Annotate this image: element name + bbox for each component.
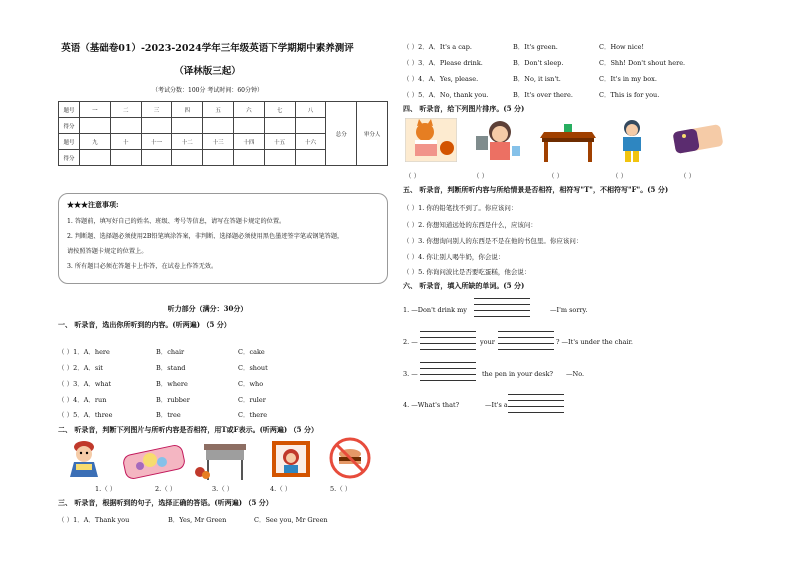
option-b: B．Yes, Mr Green <box>168 516 227 524</box>
table-cell: 七 <box>264 102 295 118</box>
option-b: B．stand <box>156 364 186 372</box>
writing-line[interactable] <box>508 412 564 413</box>
option-c: C．who <box>238 380 264 388</box>
score-cell[interactable] <box>141 118 172 134</box>
option-c: C．cake <box>238 348 265 356</box>
pencil-case-picture <box>120 440 188 480</box>
section-5-title: 五、 听录音，判断所听内容与所给情景是否相符，相符写"T"，不相符写"F"。(5 分) <box>403 185 669 194</box>
option-c: C．How nice! <box>599 43 645 51</box>
boy-picture <box>612 118 652 164</box>
girl-cup-picture <box>472 118 522 162</box>
section-6-title: 六、 听录音，填入所缺的单词。(5 分) <box>403 281 525 290</box>
score-cell[interactable] <box>203 118 234 134</box>
listening-heading: 听力部分（满分：30分） <box>167 304 248 313</box>
fill-question-4: 4. —What's that? <box>403 401 460 409</box>
writing-line[interactable] <box>420 349 476 350</box>
option-a: （ ）5．A．three <box>58 411 113 419</box>
score-cell[interactable] <box>295 118 326 134</box>
question-row: （ ）2. 你想知道远处的东西是什么，应该问： <box>403 221 537 229</box>
fill-text: your <box>480 338 495 346</box>
score-cell[interactable] <box>203 150 234 166</box>
no-burger-sign <box>328 436 372 480</box>
fill-question-3: 3. — <box>403 370 418 378</box>
writing-line[interactable] <box>420 343 476 344</box>
desk-picture <box>192 438 254 482</box>
writing-line[interactable] <box>474 310 530 311</box>
writing-line[interactable] <box>474 316 530 317</box>
table-cell: 十三 <box>203 134 234 150</box>
section-3-title: 三、 听录音，根据听到的句子，选择正确的答语。(听两遍) （5 分） <box>58 498 273 507</box>
question-row <box>58 347 388 357</box>
option-b: B．Don't sleep. <box>513 59 564 67</box>
question-row <box>58 410 388 420</box>
writing-line[interactable] <box>498 337 554 338</box>
option-c: C．shout <box>238 364 268 372</box>
answer-blank[interactable]: 5.（ ） <box>330 485 352 493</box>
table-picture <box>538 118 598 164</box>
question-row <box>403 74 743 84</box>
table-cell: 十 <box>110 134 141 150</box>
question-row: （ ）4. 你让别人喝牛奶，你会说： <box>403 253 505 261</box>
option-a: （ ）1．A．here <box>58 348 110 356</box>
writing-line[interactable] <box>508 400 564 401</box>
option-a: （ ）2．A．sit <box>58 364 103 372</box>
writing-line[interactable] <box>420 380 476 381</box>
table-cell: 十二 <box>172 134 203 150</box>
table-cell: 六 <box>233 102 264 118</box>
question-row <box>403 58 743 68</box>
option-a: （ ）2．A．It's a cap. <box>403 43 472 51</box>
notice-item: 请按照答题卡规定的位置上。 <box>67 248 148 255</box>
writing-line[interactable] <box>420 331 476 332</box>
table-cell: 题号 <box>59 134 80 150</box>
score-cell[interactable] <box>233 118 264 134</box>
score-cell[interactable] <box>295 150 326 166</box>
fill-question-1: 1. —Don't drink my <box>403 306 467 314</box>
table-cell: 九 <box>80 134 111 150</box>
eraser-picture <box>666 118 726 162</box>
answer-blank[interactable]: 4.（ ） <box>270 485 292 493</box>
option-a: （ ）3．A．what <box>58 380 112 388</box>
option-b: B．rubber <box>156 396 190 404</box>
score-cell[interactable] <box>172 150 203 166</box>
writing-line[interactable] <box>474 298 530 299</box>
answer-blank[interactable]: 3.（ ） <box>212 485 234 493</box>
question-row: （ ）3. 你想询问别人的东西是不是在他的书包里。你应该问： <box>403 237 583 245</box>
option-a: （ ）5．A．No, thank you. <box>403 91 489 99</box>
score-cell[interactable] <box>264 150 295 166</box>
table-cell: 八 <box>295 102 326 118</box>
reviewer-cell: 审分人 <box>357 102 388 166</box>
section-2-title: 二、 听录音，判断下列图片与所听内容是否相符，用T或F表示。(听两遍) （5 分） <box>58 425 318 434</box>
answer-blank[interactable]: 2.（ ） <box>155 485 177 493</box>
table-cell: 二 <box>110 102 141 118</box>
table-cell: 三 <box>141 102 172 118</box>
doll-picture <box>62 437 106 479</box>
question-row <box>58 515 388 525</box>
writing-line[interactable] <box>420 374 476 375</box>
fill-response: —No. <box>566 370 585 378</box>
question-row: （ ）5. 你询问波比是否要吃蛋糕，他会说： <box>403 268 531 276</box>
score-cell[interactable] <box>172 118 203 134</box>
table-cell: 五 <box>203 102 234 118</box>
option-b: B．where <box>156 380 188 388</box>
score-cell[interactable] <box>110 150 141 166</box>
table-cell: 十一 <box>141 134 172 150</box>
notice-item: 3. 所有题目必须在答题卡上作答，在试卷上作答无效。 <box>67 263 218 270</box>
table-cell: 十五 <box>264 134 295 150</box>
option-a: （ ）4．A．Yes, please. <box>403 75 479 83</box>
option-c: C．ruler <box>238 396 266 404</box>
table-cell: 得分 <box>59 150 80 166</box>
writing-line[interactable] <box>420 368 476 369</box>
exam-subtitle: （译林版三起） <box>174 66 241 77</box>
answer-blank[interactable]: （ ） <box>405 172 421 180</box>
score-cell[interactable] <box>80 150 111 166</box>
answer-blank[interactable]: （ ） <box>612 172 628 180</box>
notice-item: 2. 判断题、选择题必须使用2B铅笔填涂答案，非判断、选择题必须使用黑色墨迹签字笔或钢笔答题， <box>67 233 344 240</box>
exam-meta: （考试分数：100分 考试时间：60分钟） <box>152 87 263 94</box>
table-cell: 十四 <box>233 134 264 150</box>
table-cell: 十六 <box>295 134 326 150</box>
writing-line[interactable] <box>420 337 476 338</box>
option-c: C．there <box>238 411 268 419</box>
option-c: C．It's in my box. <box>599 75 657 83</box>
answer-blank[interactable]: （ ） <box>548 172 564 180</box>
question-row <box>403 42 743 52</box>
table-cell: 题号 <box>59 102 80 118</box>
exam-title: 英语（基础卷01）-2023-2024学年三年级英语下学期期中素养测评 <box>61 43 354 54</box>
total-cell: 总分 <box>326 102 357 166</box>
score-cell[interactable] <box>233 150 264 166</box>
question-row: （ ）1. 你的铅笔找不到了。你应该问： <box>403 204 518 212</box>
score-cell[interactable] <box>141 150 172 166</box>
option-a: （ ）3．A．Please drink. <box>403 59 483 67</box>
writing-line[interactable] <box>498 343 554 344</box>
writing-line[interactable] <box>420 362 476 363</box>
option-c: C．See you, Mr Green <box>254 516 328 524</box>
answer-blank[interactable]: 1.（ ） <box>95 485 117 493</box>
option-b: B．It's green. <box>513 43 558 51</box>
option-c: C．This is for you. <box>599 91 660 99</box>
table-cell: 得分 <box>59 118 80 134</box>
answer-blank[interactable]: （ ） <box>473 172 489 180</box>
writing-line[interactable] <box>498 349 554 350</box>
question-row <box>403 90 743 100</box>
option-c: C．Shh! Don't shout here. <box>599 59 686 67</box>
section-4-title: 四、 听录音，给下列图片排序。(5 分) <box>403 104 525 113</box>
notice-title: ★★★注意事项: <box>67 200 119 209</box>
fill-response: ? —It's under the chair. <box>556 338 633 346</box>
section-1-title: 一、 听录音，选出你所听到的内容。(听两遍) （5 分） <box>58 320 231 329</box>
notice-box <box>58 193 388 284</box>
option-b: B．No, it isn't. <box>513 75 561 83</box>
score-cell[interactable] <box>110 118 141 134</box>
writing-line[interactable] <box>474 304 530 305</box>
cat-cake-picture <box>405 118 457 162</box>
writing-line[interactable] <box>498 331 554 332</box>
score-cell[interactable] <box>80 118 111 134</box>
score-table <box>58 101 388 166</box>
question-row <box>58 395 388 405</box>
writing-line[interactable] <box>508 394 564 395</box>
question-row <box>58 379 388 389</box>
table-cell: 四 <box>172 102 203 118</box>
fill-question-2: 2. — <box>403 338 418 346</box>
table-cell: 一 <box>80 102 111 118</box>
option-a: （ ）1．A．Thank you <box>58 516 130 524</box>
notice-item: 1. 答题前，填写好自己的姓名、班级、考号等信息，请写在答题卡规定的位置。 <box>67 218 286 225</box>
question-row <box>58 363 388 373</box>
answer-blank[interactable]: （ ） <box>680 172 696 180</box>
option-b: B．tree <box>156 411 181 419</box>
fill-response: —It's a <box>485 401 508 409</box>
option-b: B．It's over there. <box>513 91 573 99</box>
fill-text: the pen in your desk? <box>482 370 554 378</box>
option-b: B．chair <box>156 348 185 356</box>
writing-line[interactable] <box>508 406 564 407</box>
window-girl-picture <box>268 437 314 481</box>
option-a: （ ）4．A．run <box>58 396 107 404</box>
score-cell[interactable] <box>264 118 295 134</box>
fill-response: —I'm sorry. <box>550 306 588 314</box>
